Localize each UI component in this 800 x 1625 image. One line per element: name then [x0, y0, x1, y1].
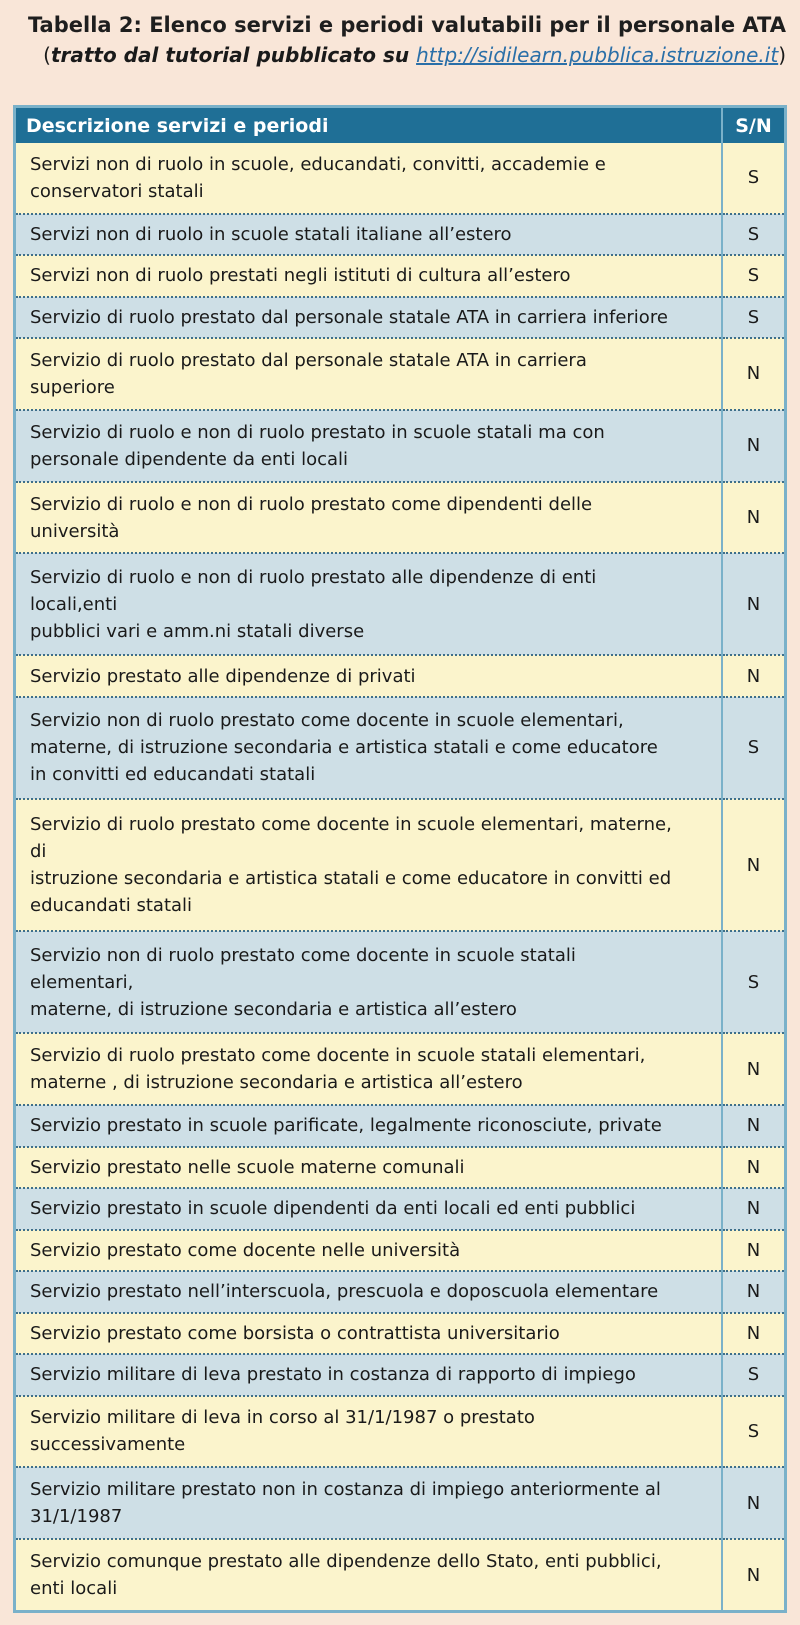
- row-description: Servizio prestato alle dipendenze di privati: [16, 655, 722, 696]
- row-description: Servizio di ruolo prestato come docente in scuole statali elementari, materne , di istruzione secondaria e artistica all’estero: [16, 1033, 722, 1105]
- row-sn-value: N: [722, 1467, 784, 1539]
- table-row: [16, 799, 784, 931]
- row-description: Servizio militare prestato non in costanza di impiego anteriormente al 31/1/1987: [16, 1467, 722, 1539]
- table-row: [16, 1271, 784, 1312]
- table-row: [16, 482, 784, 554]
- table-row: [16, 338, 784, 410]
- row-sn-value: S: [722, 143, 784, 214]
- row-sn-value: S: [722, 214, 784, 255]
- row-sn-value: N: [722, 1147, 784, 1188]
- table-row: [16, 1313, 784, 1354]
- header: [0, 0, 800, 98]
- row-sn-value: S: [722, 297, 784, 338]
- row-description: Servizio prestato come docente nelle università: [16, 1230, 722, 1271]
- row-description: Servizio non di ruolo prestato come docente in scuole elementari, materne, di istruzione secondaria e artistica statali e come educatore in convitti ed educandati statali: [16, 697, 722, 799]
- table-row: [16, 1033, 784, 1105]
- row-description: Servizi non di ruolo prestati negli istituti di cultura all’estero: [16, 255, 722, 296]
- row-sn-value: N: [722, 655, 784, 696]
- row-description: Servizio di ruolo prestato dal personale statale ATA in carriera superiore: [16, 338, 722, 410]
- row-description: Servizio di ruolo prestato dal personale statale ATA in carriera inferiore: [16, 297, 722, 338]
- subtitle-text: tratto dal tutorial pubblicato su: [50, 43, 417, 67]
- row-sn-value: N: [722, 410, 784, 482]
- subtitle-open-paren: (: [43, 43, 51, 67]
- table-row: [16, 143, 784, 214]
- row-description: Servizio prestato in scuole parificate, legalmente riconosciute, private: [16, 1105, 722, 1146]
- subtitle-close-paren: ): [778, 43, 786, 67]
- table-row: [16, 1396, 784, 1468]
- row-description: Servizio di ruolo prestato come docente in scuole elementari, materne, di istruzione secondaria e artistica statali e come educatore in convitti ed educandati statali: [16, 799, 722, 931]
- row-sn-value: S: [722, 1396, 784, 1468]
- table-row: [16, 1354, 784, 1395]
- table-row: [16, 410, 784, 482]
- row-sn-value: S: [722, 1354, 784, 1395]
- row-sn-value: S: [722, 931, 784, 1033]
- row-sn-value: N: [722, 1033, 784, 1105]
- table-row: [16, 297, 784, 338]
- table-row: [16, 931, 784, 1033]
- table-body: [16, 143, 784, 1610]
- row-sn-value: N: [722, 799, 784, 931]
- row-sn-value: N: [722, 1313, 784, 1354]
- row-sn-value: N: [722, 482, 784, 554]
- row-sn-value: N: [722, 338, 784, 410]
- table-row: [16, 214, 784, 255]
- row-sn-value: N: [722, 553, 784, 655]
- row-description: Servizi non di ruolo in scuole, educandati, convitti, accademie e conservatori statali: [30, 153, 606, 202]
- row-sn-value: N: [722, 1271, 784, 1312]
- table-row: [16, 697, 784, 799]
- row-description: Servizi non di ruolo in scuole statali italiane all’estero: [16, 214, 722, 255]
- table-row: [16, 655, 784, 696]
- row-sn-value: N: [722, 1105, 784, 1146]
- page-title: Tabella 2: Elenco servizi e periodi valutabili per il personale ATA: [27, 13, 786, 37]
- row-description: Servizio prestato nelle scuole materne comunali: [16, 1147, 722, 1188]
- services-table-container: [13, 105, 787, 1613]
- table-row: [16, 1188, 784, 1229]
- row-sn-value: N: [722, 1539, 784, 1610]
- row-description: Servizio comunque prestato alle dipendenze dello Stato, enti pubblici, enti locali: [16, 1539, 722, 1610]
- page-subtitle: [14, 40, 786, 70]
- row-description: Servizio prestato in scuole dipendenti da enti locali ed enti pubblici: [16, 1188, 722, 1229]
- table-row: [16, 1230, 784, 1271]
- table-row: [16, 1539, 784, 1610]
- table-header-row: [16, 108, 784, 143]
- table-row: [16, 1105, 784, 1146]
- column-header-description: Descrizione servizi e periodi: [26, 114, 329, 137]
- row-description: Servizio di ruolo e non di ruolo prestato alle dipendenze di enti locali,enti pubblici vari e amm.ni statali diverse: [16, 553, 722, 655]
- row-sn-value: S: [722, 255, 784, 296]
- table-row: [16, 1467, 784, 1539]
- row-description: Servizio non di ruolo prestato come docente in scuole statali elementari, materne, di istruzione secondaria e artistica all’estero: [16, 931, 722, 1033]
- row-description: Servizio di ruolo e non di ruolo prestato come dipendenti delle università: [16, 482, 722, 554]
- row-description: Servizio militare di leva prestato in costanza di rapporto di impiego: [16, 1354, 722, 1395]
- source-link[interactable]: http://sidilearn.pubblica.istruzione.it: [416, 43, 779, 67]
- row-description: Servizio di ruolo e non di ruolo prestato in scuole statali ma con personale dipendente da enti locali: [16, 410, 722, 482]
- row-sn-value: S: [722, 697, 784, 799]
- row-description: Servizio militare di leva in corso al 31/1/1987 o prestato successivamente: [16, 1396, 722, 1468]
- column-header-sn: S/N: [722, 108, 784, 143]
- table-row: [16, 255, 784, 296]
- row-description: Servizio prestato come borsista o contrattista universitario: [16, 1313, 722, 1354]
- table-row: [16, 1147, 784, 1188]
- row-description: Servizio prestato nell’interscuola, prescuola e doposcuola elementare: [16, 1271, 722, 1312]
- services-table: [16, 108, 784, 1610]
- row-sn-value: N: [722, 1188, 784, 1229]
- row-sn-value: N: [722, 1230, 784, 1271]
- table-row: [16, 553, 784, 655]
